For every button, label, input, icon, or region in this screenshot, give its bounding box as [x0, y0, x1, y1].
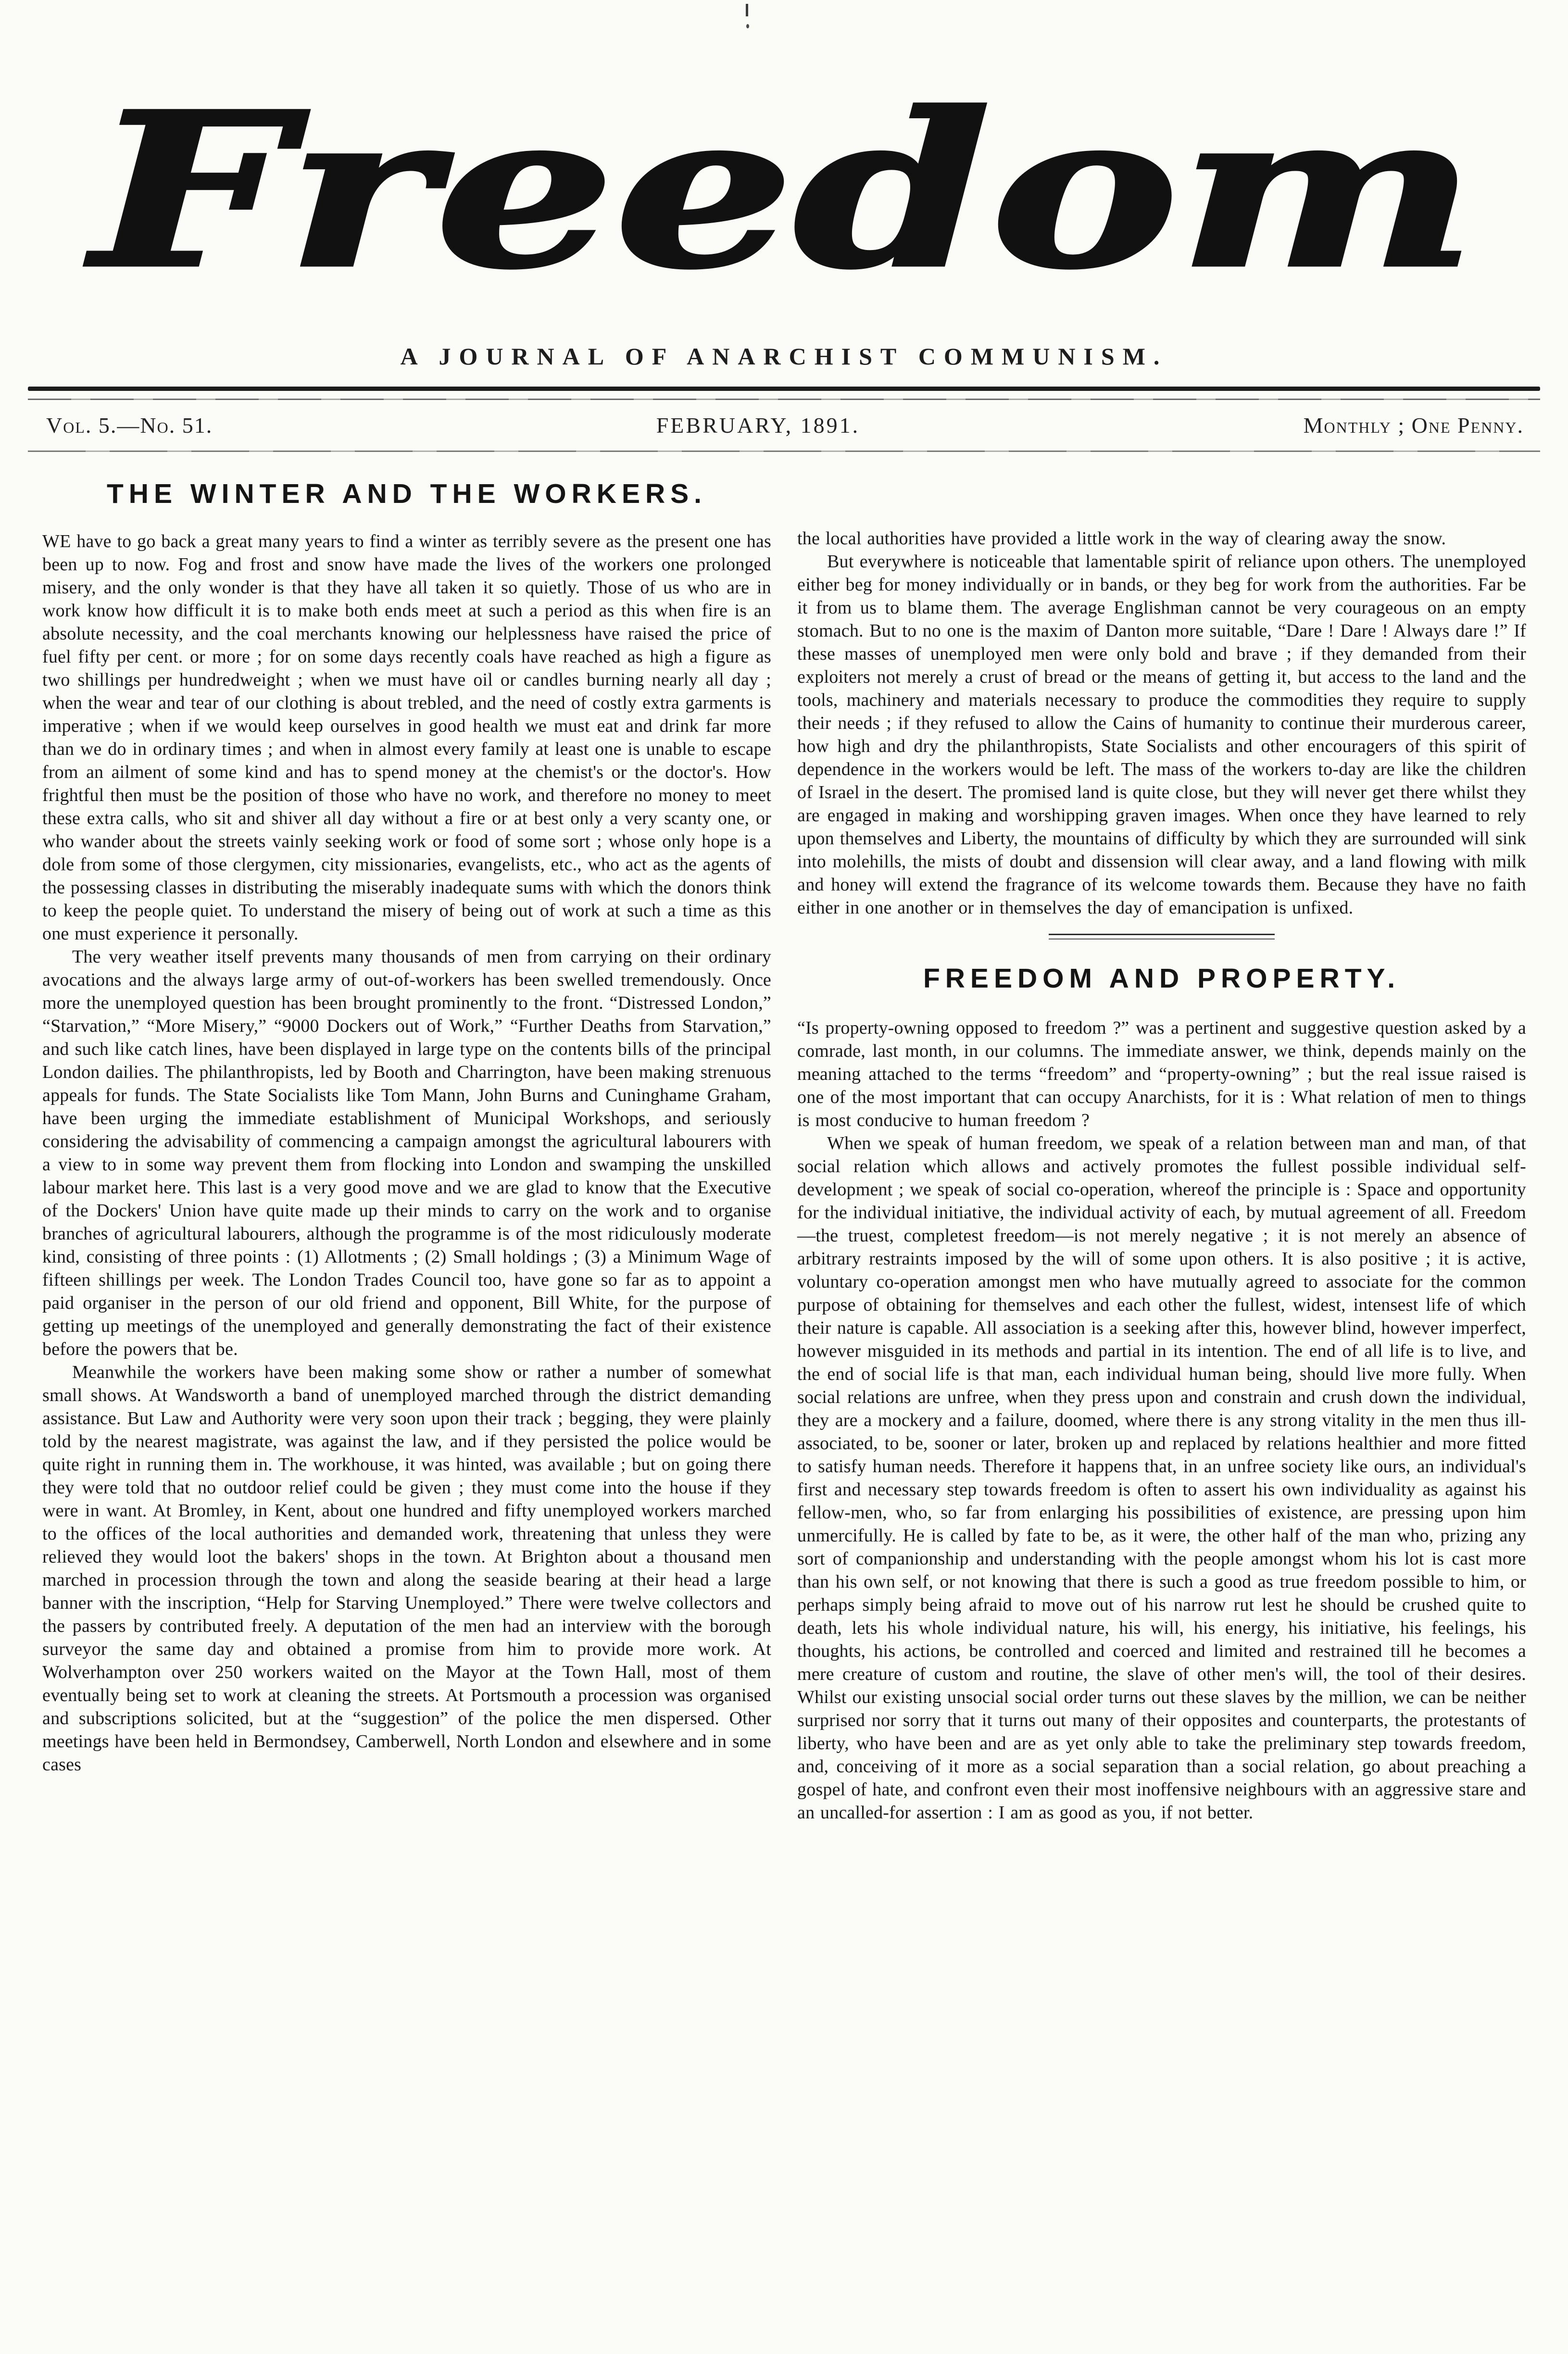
masthead-logo-art [44, 46, 1525, 330]
right-column [797, 471, 1526, 1824]
body-paragraph: WE have to go back a great many years to find a winter as terribly severe as the present one has been up to now. Fog and frost and snow have made the lives of the workers one prolonged misery, and the only wonder is that they have all taken it so quietly. Those of us who are in work know how difficult it is to make both ends meet at such a period as this when fire is an absolute necessity, and the coal merchants knowing our helplessness have raised the price of fuel fifty per cent. or more ; for on some days recently coals have reached as high a figure as two shillings per hundredweight ; when we must have oil or candles burning nearly all day ; when the wear and tear of our clothing is about trebled, and the need of costly extra garments is imperative ; when if we would keep ourselves in good health we must eat and drink far more than we do in ordinary times ; and when in almost every family at least one is unable to escape from an ailment of some kind and has to spend money at the chemist's or the doctor's. How frightful then must be the position of those who have no work, and therefore no money to meet these extra calls, who sit and shiver all day without a fire or at best only a very scanty one, or who wander about the streets vainly seeking work or food of some sort ; whose only hope is a dole from some of those clergymen, city missionaries, evangelists, etc., who act as the agents of the possessing classes in distributing the miserably inadequate sums with which the donors think to keep the people quiet. To understand the misery of being out of work at such a time as this one must experience it personally. [42, 531, 771, 944]
thick-rule [28, 387, 1540, 391]
article-title-winter: THE WINTER AND THE WORKERS. [106, 478, 707, 509]
body-paragraph: “Is property-owning opposed to freedom ?” was a pertinent and suggestive question asked by a comrade, last month, in our columns. The immediate answer, we think, depends mainly on the meaning attached to the terms “freedom” and “property-owning” ; but the real issue raised is one of the most important that can occupy Anarchists, for it is : What relation of men to things is most conducive to human freedom ? [797, 1018, 1526, 1130]
page-columns [0, 452, 1568, 1824]
header-rules [0, 387, 1568, 400]
article-title-freedom-property: FREEDOM AND PROPERTY. [923, 963, 1401, 994]
masthead-logo [0, 0, 1568, 330]
issue-date: FEBRUARY, 1891. [656, 413, 860, 438]
issue-price: Monthly ; One Penny. [1303, 413, 1524, 438]
scan-artifact [746, 4, 748, 16]
body-paragraph: The very weather itself prevents many thousands of men from carrying on their ordinary avocations and the always large army of out-of-workers has been swelled tremendously. Once more the unemployed question has been brought prominently to the front. “Distressed London,” “Starvation,” “More Misery,” “9000 Dockers out of Work,” “Further Deaths from Starvation,” and such like catch lines, have been displayed in large type on the contents bills of the principal London dailies. The philanthropists, led by Booth and Charrington, have been making strenuous appeals for funds. The State Socialists like Tom Mann, John Burns and Cuninghame Graham, have been urging the immediate establishment of Municipal Workshops, and seriously considering the advisability of commencing a campaign amongst the agricultural labourers with a view to in some way prevent them from flocking into London and swamping the unskilled labour market here. This last is a very good move and we are glad to know that the Executive of the Dockers' Union have quite made up their minds to carry on the work and to organise branches of agricultural labourers, although the programme is of the most ridiculously moderate kind, consisting of three points : (1) Allotments ; (2) Small holdings ; (3) a Minimum Wage of fifteen shillings per week. The London Trades Council too, have gone so far as to appoint a paid organiser in the person of our old friend and opponent, Bill White, for the purpose of getting up meetings of the unemployed and generally demonstrating the fact of their existence before the powers that be. [42, 947, 771, 1359]
article-winter-and-workers [42, 471, 771, 1824]
body-paragraph: When we speak of human freedom, we speak of a relation between man and man, of that social relation which allows and actively promotes the fullest possible individual self-development ; we speak of social co-operation, whereof the principle is : Space and opportunity for the individual initiative, the individual activity of each, by mutual agreement of all. Freedom—the truest, completest freedom—is not merely negative ; it is not merely an absence of arbitrary restraints imposed by the will of some upon others. It is also positive ; it is active, voluntary co-operation amongst men who have mutually agreed to associate for the common purpose of obtaining for themselves and each other the fullest, widest, intensest life of which their nature is capable. All association is a seeking after this, however blind, however imperfect, however misguided in its methods and partial in its intention. The end of all life is to live, and the end of social life is that man, each individual human being, should live more fully. When social relations are unfree, when they press upon and constrain and crush down the individual, they are a mockery and a failure, doomed, where there is any strong vitality in the men thus ill-associated, to be, sooner or later, broken up and replaced by relations healthier and more fitted to satisfy human needs. Therefore it happens that, in an unfree society like ours, an individual's first and necessary step towards freedom is often to assert his own individuality as against his fellow-men, who, so far from enlarging his possibilities of existence, are pressing upon him unmercifully. He is called by fate to be, as it were, the other half of the man who, prizing any sort of companionship and understanding with the people amongst whom his lot is cast more than his own self, or not knowing that there is such a good as true freedom possible to him, or perhaps simply being afraid to move out of his narrow rut lest he should be crushed quite to death, lets his whole individual nature, his will, his energy, his initiative, his feelings, his thoughts, his actions, be controlled and coerced and limited and restrained till he becomes a mere creature of custom and routine, the slave of other men's will, the tool of their desires. Whilst our existing unsocial social order turns out these slaves by the million, we can be neither surprised nor sorry that it turns out many of their opposites and counterparts, the protestants of liberty, who have been and are as yet only able to take the preliminary step towards freedom, and, conceiving of it more as a social separation than a social relation, go about preaching a gospel of hate, and confront even their most inoffensive neighbours with an aggressive stare and an uncalled-for assertion : I am as good as you, if not better. [797, 1133, 1526, 1823]
masthead-title: Freedom [83, 66, 1477, 315]
tagline: A JOURNAL OF ANARCHIST COMMUNISM. [400, 343, 1168, 370]
body-paragraph: Meanwhile the workers have been making some show or rather a number of somewhat small shows. At Wandsworth a band of unemployed marched through the district demanding assistance. But Law and Authority were very soon upon their track ; begging, they were plainly told by the nearest magistrate, was against the law, and if they persisted the police would be quite right in running them in. The workhouse, it was hinted, was available ; but on going there they were told that no outdoor relief could be given ; they must come into the house if they were in want. At Bromley, in Kent, about one hundred and fifty unemployed workers marched to the offices of the local authorities and demanded work, threatening that unless they were relieved they would loot the bakers' shops in the town. At Brighton about a thousand men marched in procession through the town and along the seaside bearing at their head a large banner with the inscription, “Help for Starving Unemployed.” There were twelve collectors and the passers by contributed freely. A deputation of the men had an interview with the borough surveyor the same day and obtained a promise from him to provide more work. At Wolverhampton over 250 workers waited on the Mayor at the Town Hall, most of them eventually being set to work at cleaning the streets. At Portsmouth a procession was organised and subscriptions solicited, but at the “suggestion” of the police the men dispersed. Other meetings have been held in Bermondsey, Camberwell, North London and elsewhere and in some cases [42, 1362, 771, 1775]
continuation-paragraph: the local authorities have provided a little work in the way of clearing away the snow. [797, 528, 1446, 549]
section-divider [1049, 934, 1275, 939]
issue-volume: Vol. 5.—No. 51. [46, 413, 213, 438]
body-paragraph: But everywhere is noticeable that lamentable spirit of reliance upon others. The unemployed either beg for money individually or in bands, or they beg for work from the authorities. Far be it from us to blame them. The average Englishman cannot be very courageous on an empty stomach. But to no one is the maxim of Danton more suitable, “Dare ! Dare ! Always dare !” If these masses of unemployed men were only bold and brave ; if they demanded from their exploiters not merely a crust of bread or the means of getting it, but access to the land and the tools, machinery and materials necessary to produce the commodities they require to supply their needs ; if they refused to allow the Cains of humanity to continue their murderous career, how high and dry the philanthropists, State Socialists and other encouragers of this spirit of dependence in the workers would be left. The mass of the workers to-day are like the children of Israel in the desert. The promised land is quite close, but they will never get there whilst they are engaged in making and worshipping graven images. When once they have learned to rely upon themselves and Liberty, the mountains of difficulty by which they are surrounded will sink into molehills, the mists of doubt and dissension will clear away, and a land flowing with milk and honey will extend the fragrance of its welcome towards them. Because they have no faith either in one another or in themselves the day of emancipation is unfixed. [797, 551, 1526, 918]
masthead [0, 0, 1568, 370]
dateline [0, 400, 1568, 448]
